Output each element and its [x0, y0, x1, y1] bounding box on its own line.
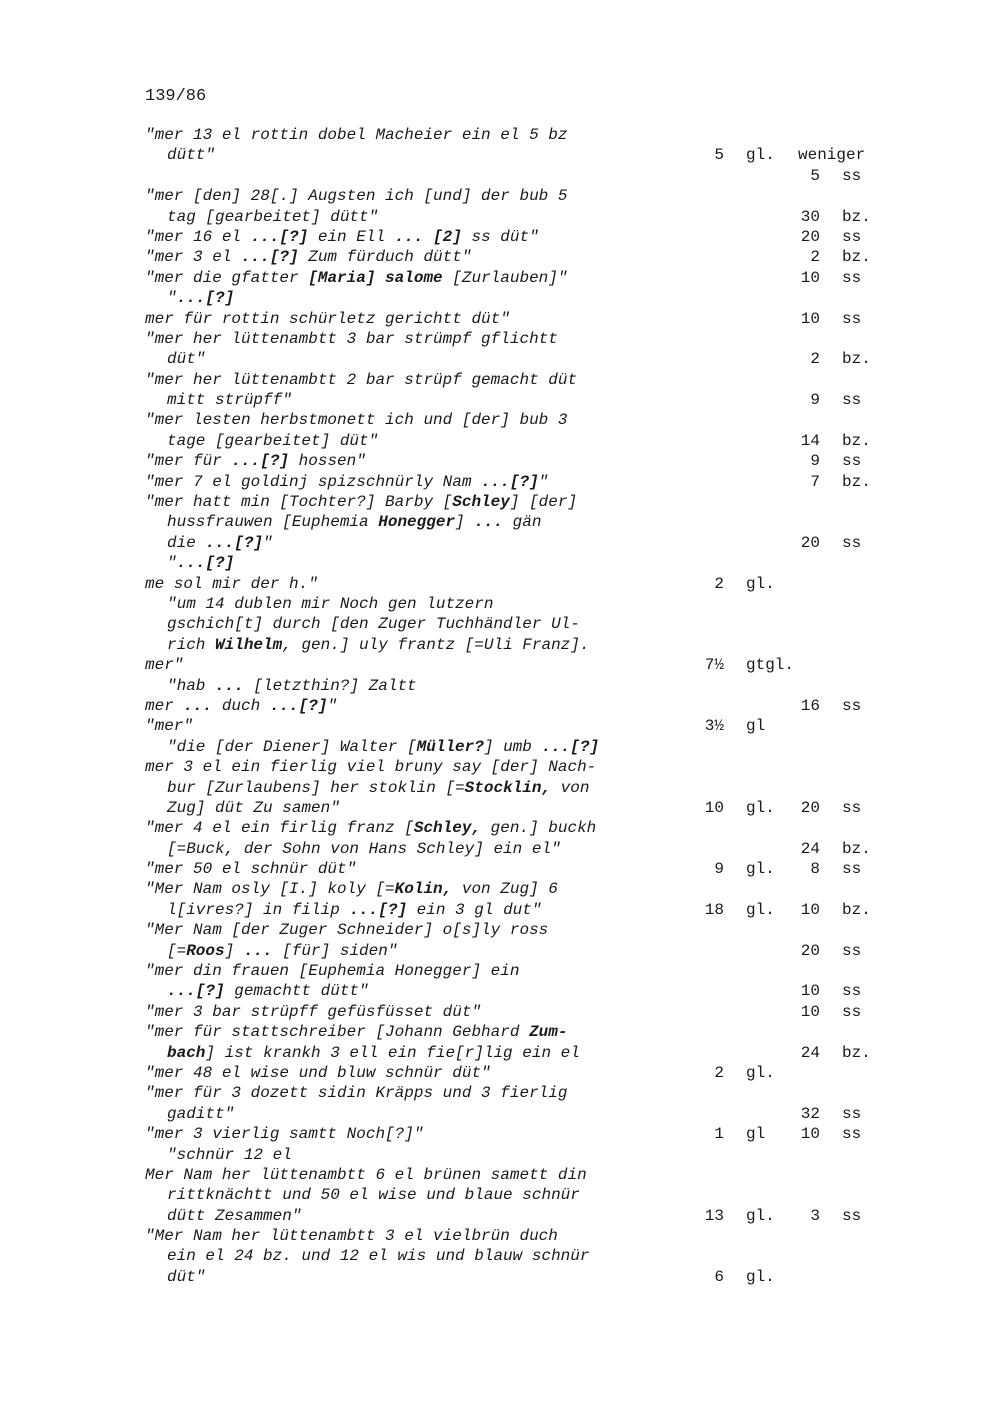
unit-gulden: gl.	[746, 146, 775, 165]
entry-text	[167, 431, 378, 451]
emphasized-text: ...	[215, 676, 244, 695]
unit-minor: bz.	[842, 207, 871, 226]
ledger-line	[0, 472, 1000, 492]
ledger-line	[0, 553, 1000, 573]
text-segment: "mer 3 bar strüpff gefüsfüsset düt"	[145, 1002, 482, 1021]
text-segment: "mer 16 el	[145, 227, 251, 246]
ledger-line	[0, 309, 1000, 329]
unit-minor: bz.	[842, 839, 871, 858]
ledger-line	[0, 635, 1000, 655]
text-segment: ein 3 gl dut"	[407, 900, 542, 919]
text-segment: "mer für stattschreiber [Johann Gebhard	[145, 1023, 530, 1042]
text-segment: "mer 50 el schnür düt"	[145, 860, 357, 879]
text-segment: "mer 13 el rottin dobel Macheier ein el 5 bz	[145, 126, 568, 144]
text-segment: dütt"	[167, 146, 216, 165]
text-segment: "mer her lüttenambtt 3 bar strümpf gflichtt	[145, 329, 558, 348]
ledger-line	[0, 696, 1000, 716]
entry-text	[167, 798, 340, 818]
amount-minor: 16	[800, 696, 820, 715]
text-segment: ss düt"	[461, 227, 539, 246]
ledger-line	[0, 247, 1000, 267]
ledger-line	[0, 574, 1000, 594]
amount-gulden: 10	[704, 798, 724, 817]
entry-text	[167, 512, 541, 532]
text-segment: "die [der Diener] Walter [	[167, 737, 417, 756]
unit-minor: ss	[842, 391, 862, 410]
ledger-line	[0, 512, 1000, 532]
entry-text	[167, 981, 369, 1001]
entry-text	[167, 1104, 234, 1124]
unit-gulden: gtgl.	[746, 656, 795, 675]
ledger-line	[0, 1145, 1000, 1165]
ledger-line	[0, 798, 1000, 818]
text-segment: gemachtt dütt"	[224, 982, 369, 1001]
entry-text	[167, 1246, 589, 1266]
ledger-line	[0, 961, 1000, 981]
emphasized-text: [Maria] salome	[308, 268, 443, 287]
ledger-line	[0, 1083, 1000, 1103]
entry-text	[145, 268, 567, 288]
text-segment: "mer hatt min [Tochter?] Barby [	[145, 493, 453, 512]
text-segment: "mer für	[145, 452, 232, 471]
unit-minor: ss	[842, 941, 862, 960]
text-segment: ]	[224, 941, 244, 960]
ledger-line	[0, 370, 1000, 390]
emphasized-text: ...[?]	[205, 533, 264, 552]
text-segment: "Mer Nam [der Zuger Schneider] o[s]ly ross	[145, 921, 549, 940]
amount-minor: 24	[800, 839, 820, 858]
unit-gulden: gl.	[746, 1267, 775, 1286]
amount-gulden: 18	[704, 900, 724, 919]
unit-minor: ss	[842, 696, 862, 715]
ledger-line	[0, 288, 1000, 308]
text-segment: Mer Nam her lüttenambtt 6 el brünen samett din	[145, 1165, 587, 1184]
text-segment: "	[167, 554, 177, 573]
ledger-line	[0, 410, 1000, 430]
emphasized-text: ...	[474, 513, 504, 532]
emphasized-text: ...[?]	[541, 737, 600, 756]
amount-minor: 10	[800, 900, 820, 919]
unit-minor: ss	[842, 982, 862, 1001]
unit-minor: bz.	[842, 350, 871, 369]
entry-text	[167, 1185, 580, 1205]
unit-minor: ss	[842, 166, 862, 185]
entry-text	[167, 390, 292, 410]
unit-minor: ss	[842, 1104, 862, 1123]
amount-minor: 20	[800, 941, 820, 960]
entry-text	[167, 288, 234, 308]
amount-gulden: 3½	[704, 717, 724, 736]
entry-text	[145, 472, 548, 492]
amount-minor: 9	[810, 452, 820, 471]
amount-gulden: 5	[714, 146, 724, 165]
text-segment: "mer 3 el	[145, 248, 242, 267]
ledger-line	[0, 1206, 1000, 1226]
ledger-line	[0, 533, 1000, 553]
text-segment: l[ivres?] in filip	[167, 900, 350, 919]
ledger-line	[0, 1165, 1000, 1185]
entry-text	[145, 125, 567, 145]
ledger-line	[0, 186, 1000, 206]
amount-minor: 10	[800, 982, 820, 1001]
amount-gulden: 1	[714, 1125, 724, 1144]
entry-text	[167, 737, 599, 757]
unit-gulden: gl.	[746, 574, 775, 593]
entry-text	[167, 1206, 301, 1226]
text-segment: duch	[212, 696, 270, 715]
amount-gulden: 6	[714, 1267, 724, 1286]
ledger-line	[0, 839, 1000, 859]
entry-text	[145, 859, 356, 879]
text-segment: "mer 48 el wise und bluw schnür düt"	[145, 1063, 491, 1082]
entry-text	[167, 778, 589, 798]
amount-minor: 10	[800, 309, 820, 328]
unit-minor: ss	[842, 452, 862, 471]
entry-text	[167, 676, 417, 696]
ledger-line	[0, 879, 1000, 899]
entry-text	[145, 451, 366, 471]
text-segment: rich	[167, 635, 216, 654]
amount-minor: 5	[810, 166, 820, 185]
entry-text	[167, 839, 561, 859]
entry-text	[167, 594, 493, 614]
ledger-line	[0, 1226, 1000, 1246]
text-segment: mer"	[145, 656, 184, 675]
ledger-line	[0, 655, 1000, 675]
text-segment: dütt Zesammen"	[167, 1206, 302, 1225]
unit-gulden: gl	[746, 717, 766, 736]
text-segment: ] ist krankh 3 ell ein fie[r]lig ein el	[205, 1043, 580, 1062]
text-segment: tage [gearbeitet] düt"	[167, 431, 379, 450]
text-segment: Zug] düt Zu samen"	[167, 798, 340, 817]
entry-text	[145, 1063, 491, 1083]
unit-minor: ss	[842, 533, 862, 552]
ledger-line	[0, 145, 1000, 165]
ledger-line	[0, 778, 1000, 798]
amount-minor: 2	[810, 248, 820, 267]
entry-text	[167, 900, 541, 920]
amount-minor: 20	[800, 533, 820, 552]
unit-minor: ss	[842, 309, 862, 328]
text-segment: bur [Zurlaubens] her stoklin [=	[167, 778, 465, 797]
amount-minor: 2	[810, 350, 820, 369]
text-segment: [letzthin?] Zaltt	[243, 676, 417, 695]
amount-minor: 10	[800, 1125, 820, 1144]
entry-text	[167, 614, 580, 634]
entry-text	[145, 1124, 423, 1144]
text-segment: [Zurlauben]"	[442, 268, 568, 287]
emphasized-text: ...	[243, 941, 273, 960]
text-segment: [für] siden"	[272, 941, 398, 960]
amount-minor: 32	[800, 1104, 820, 1123]
amount-gulden: 2	[714, 1063, 724, 1082]
emphasized-text: Honegger	[378, 513, 456, 532]
emphasized-text: ...[?]	[176, 554, 235, 573]
ledger-line	[0, 1104, 1000, 1124]
text-segment: "mer her lüttenambtt 2 bar strüpf gemacht düt	[145, 370, 578, 389]
text-segment: , gen.] uly frantz [=Uli Franz].	[282, 635, 590, 654]
emphasized-text: Müller?	[416, 737, 484, 756]
emphasized-text: ...[?]	[231, 452, 290, 471]
ledger-line	[0, 920, 1000, 940]
text-segment: tag [gearbeitet] dütt"	[167, 207, 379, 226]
unit-minor: ss	[842, 860, 862, 879]
text-segment: ein Ell	[308, 227, 395, 246]
text-segment: "	[263, 533, 273, 552]
entry-text	[145, 1165, 587, 1185]
unit-minor: ss	[842, 1002, 862, 1021]
ledger-line	[0, 207, 1000, 227]
entry-text	[145, 410, 567, 430]
unit-gulden: gl.	[746, 860, 775, 879]
text-segment: "mer für 3 dozett sidin Kräpps und 3 fierlig	[145, 1084, 568, 1103]
emphasized-text: Kolin,	[394, 880, 453, 899]
ledger-line	[0, 737, 1000, 757]
entry-text	[167, 145, 215, 165]
text-segment: mer	[145, 696, 184, 715]
entry-text	[167, 207, 378, 227]
text-segment: gen.] buckh	[481, 819, 597, 838]
text-segment: me sol mir der h."	[145, 574, 318, 593]
entry-text	[145, 716, 193, 736]
entry-text	[145, 1002, 481, 1022]
text-segment: düt"	[167, 350, 206, 369]
page-number: 139/86	[145, 87, 207, 106]
amount-minor: 10	[800, 1002, 820, 1021]
ledger-line	[0, 818, 1000, 838]
ledger-line	[0, 859, 1000, 879]
entry-text	[145, 696, 337, 716]
entry-text	[167, 349, 205, 369]
emphasized-text: bach	[167, 1043, 206, 1062]
unit-minor: ss	[842, 1206, 862, 1225]
amount-gulden: 2	[714, 574, 724, 593]
text-segment: gaditt"	[167, 1104, 235, 1123]
amount-minor: 24	[800, 1043, 820, 1062]
unit-minor: ss	[842, 268, 862, 287]
text-segment: gschich[t] durch [den Zuger Tuchhändler Ul-	[167, 615, 580, 634]
ledger-line	[0, 941, 1000, 961]
text-segment: ] umb	[483, 737, 542, 756]
entry-text	[167, 1267, 205, 1287]
emphasized-text: Schley	[452, 493, 510, 512]
ledger-entries	[0, 125, 1000, 1287]
unit-minor: ss	[842, 798, 862, 817]
entry-text	[167, 553, 234, 573]
entry-text	[145, 186, 567, 206]
emphasized-text: ...[?]	[250, 227, 309, 246]
ledger-line	[0, 268, 1000, 288]
ledger-line	[0, 227, 1000, 247]
text-segment: "um 14 dublen mir Noch gen lutzern	[167, 594, 494, 613]
ledger-line	[0, 125, 1000, 145]
ledger-line	[0, 900, 1000, 920]
entry-text	[145, 655, 183, 675]
text-segment: "mer 3 vierlig samtt Noch[?]"	[145, 1125, 424, 1144]
amount-gulden: 13	[704, 1206, 724, 1225]
entry-text	[145, 1022, 567, 1042]
entry-text	[145, 1226, 558, 1246]
entry-text	[167, 533, 273, 553]
ledger-line	[0, 676, 1000, 696]
amount-minor: 14	[800, 431, 820, 450]
text-segment: mitt strüpff"	[167, 391, 292, 410]
unit-minor: bz.	[842, 472, 871, 491]
unit-gulden: gl.	[746, 1206, 775, 1225]
text-segment: "Mer Nam her lüttenambtt 3 el vielbrün duch	[145, 1227, 558, 1246]
unit-minor: ss	[842, 1125, 862, 1144]
text-segment: "mer din frauen [Euphemia Honegger] ein	[145, 962, 520, 981]
emphasized-text: ... [2]	[394, 227, 462, 246]
text-segment: [=Buck, der Sohn von Hans Schley] ein el"	[167, 839, 561, 858]
emphasized-text: Zum-	[529, 1023, 568, 1042]
emphasized-text: Stocklin,	[464, 778, 552, 797]
amount-minor: 3	[810, 1206, 820, 1225]
amount-minor: 8	[810, 860, 820, 879]
ledger-line	[0, 1185, 1000, 1205]
amount-minor: 20	[800, 798, 820, 817]
unit-gulden: gl.	[746, 798, 775, 817]
unit-gulden: gl.	[746, 900, 775, 919]
text-segment: "mer 7 el goldinj spizschnürly Nam	[145, 472, 482, 491]
entry-text	[145, 920, 548, 940]
emphasized-text: ...[?]	[241, 248, 299, 267]
ledger-line	[0, 981, 1000, 1001]
text-segment: düt"	[167, 1267, 206, 1286]
ledger-line	[0, 166, 1000, 186]
text-segment: von	[551, 778, 590, 797]
text-segment: mer 3 el ein fierlig viel bruny say [der] Nach-	[145, 758, 597, 777]
text-segment: die	[167, 533, 206, 552]
emphasized-text: ...[?]	[167, 982, 225, 1001]
text-segment: "Mer Nam osly [I.] koly [=	[145, 880, 395, 899]
ledger-line	[0, 1267, 1000, 1287]
text-segment: "mer die gfatter	[145, 268, 309, 287]
text-segment: "mer [den] 28[.] Augsten ich [und] der bub 5	[145, 187, 568, 206]
amount-minor: 10	[800, 268, 820, 287]
ledger-line	[0, 349, 1000, 369]
ledger-line	[0, 451, 1000, 471]
entry-text	[167, 635, 589, 655]
entry-text	[145, 818, 596, 838]
unit-minor: bz.	[842, 248, 871, 267]
emphasized-text: Wilhelm	[215, 635, 283, 654]
text-segment: "mer lesten herbstmonett ich und [der] bub 3	[145, 411, 568, 430]
entry-text	[145, 757, 596, 777]
text-segment: ] [der]	[509, 493, 578, 512]
entry-text	[167, 1145, 292, 1165]
entry-text	[145, 227, 539, 247]
text-segment: rittknächtt und 50 el wise und blaue schnür	[167, 1186, 580, 1205]
text-segment: "schnür 12 el	[167, 1145, 292, 1164]
text-segment: von Zug] 6	[452, 880, 558, 899]
text-segment: "	[327, 696, 338, 715]
entry-text	[145, 961, 519, 981]
ledger-line	[0, 716, 1000, 736]
text-segment: ]	[455, 513, 475, 532]
text-segment: hossen"	[289, 452, 366, 471]
ledger-line	[0, 1022, 1000, 1042]
emphasized-text: Roos	[186, 941, 225, 960]
text-segment: "mer 4 el ein firlig franz [	[145, 819, 414, 838]
text-segment: ein el 24 bz. und 12 el wis und blauw schnür	[167, 1247, 590, 1266]
entry-text	[145, 309, 510, 329]
text-segment: Zum fürduch dütt"	[298, 248, 472, 267]
entry-text	[167, 1043, 580, 1063]
entry-text	[145, 370, 577, 390]
ledger-line	[0, 1063, 1000, 1083]
entry-text	[145, 247, 471, 267]
amount-minor: 30	[800, 207, 820, 226]
ledger-line	[0, 390, 1000, 410]
emphasized-text: ...	[183, 696, 213, 715]
entry-text	[145, 329, 558, 349]
ledger-line	[0, 329, 1000, 349]
ledger-line	[0, 1043, 1000, 1063]
unit-minor: bz.	[842, 1043, 871, 1062]
emphasized-text: ...[?]	[481, 472, 539, 491]
ledger-line	[0, 431, 1000, 451]
amount-minor: 20	[800, 227, 820, 246]
unit-minor: ss	[842, 227, 862, 246]
unit-minor: bz.	[842, 900, 871, 919]
text-segment: hussfrauwen [Euphemia	[167, 513, 379, 532]
emphasized-text: ...[?]	[176, 289, 235, 308]
ledger-line	[0, 1002, 1000, 1022]
ledger-line	[0, 757, 1000, 777]
entry-text	[145, 492, 577, 512]
ledger-line	[0, 1124, 1000, 1144]
amount-gulden: 7½	[704, 656, 724, 675]
entry-text	[167, 941, 397, 961]
entry-text	[145, 1083, 567, 1103]
text-segment: "mer"	[145, 717, 194, 736]
note-weniger: weniger	[798, 146, 866, 165]
text-segment: "hab	[167, 676, 216, 695]
ledger-line	[0, 614, 1000, 634]
ledger-line	[0, 1246, 1000, 1266]
emphasized-text: Schley,	[413, 819, 482, 838]
ledger-line	[0, 492, 1000, 512]
amount-minor: 7	[810, 472, 820, 491]
unit-minor: bz.	[842, 431, 871, 450]
ledger-line	[0, 594, 1000, 614]
amount-minor: 9	[810, 391, 820, 410]
entry-text	[145, 574, 318, 594]
text-segment: mer für rottin schürletz gerichtt düt"	[145, 309, 510, 328]
unit-gulden: gl	[746, 1125, 766, 1144]
emphasized-text: ...[?]	[269, 696, 328, 715]
unit-gulden: gl.	[746, 1063, 775, 1082]
text-segment: "	[167, 289, 177, 308]
amount-gulden: 9	[714, 860, 724, 879]
entry-text	[145, 879, 558, 899]
emphasized-text: ...[?]	[349, 900, 408, 919]
text-segment: [=	[167, 941, 187, 960]
text-segment: gän	[503, 513, 542, 532]
text-segment: "	[538, 472, 549, 491]
